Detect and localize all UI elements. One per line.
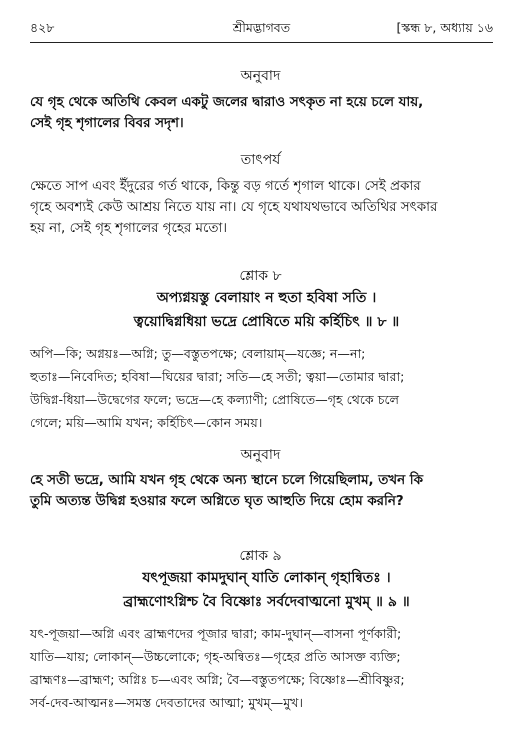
chapter-reference: [স্কন্ধ ৮, অধ্যায় ১৬ bbox=[396, 20, 493, 35]
verse-9-heading: শ্লোক ৯ bbox=[239, 548, 282, 564]
verse-8-text: অপ্যগ্নয়স্তু বেলায়াং ন হুতা হবিষা সতি । ত্বয়োদ্বিগ্নধিয়া ভদ্রে প্রোষিতে ময়ি কর্হিচিৎ ॥ ৮ ॥ bbox=[133, 290, 400, 330]
verse-9-synonyms: যৎ-পূজয়া—অগ্নি এবং ব্রাহ্মণদের পূজার দ্বারা; কাম-দুঘান্—বাসনা পূর্ণকারী; যাতি—যায়; লোকান্—উচ্চলোকে; গৃহ-অন্বিতঃ—গৃহের প্রতি আসক্ত ব্যক্তি; ব্রাহ্মণঃ—ব্রাহ্মণ; অগ্নিঃ চ—এবং অগ্নি; বৈ—বস্তুতপক্ষে; বিষ্ণোঃ—শ্রীবিষ্ণুর; সর্ব-দেব-আত্মনঃ—সমস্ত দেবতাদের আত্মা; মুখম্—মুখ। bbox=[30, 626, 405, 710]
page-number: ৪২৮ bbox=[30, 20, 55, 35]
verse-8-heading: শ্লোক ৮ bbox=[239, 268, 282, 284]
verse-9-text: যৎপূজয়া কামদুঘান্ যাতি লোকান্ গৃহান্বিতঃ । ব্রাহ্মণোঽগ্নিশ্চ বৈ বিষ্ণোঃ সর্বদেবাত্মনো মুখম্ ॥ ৯ ॥ bbox=[123, 570, 410, 610]
translation-heading-2: অনুবাদ bbox=[240, 447, 281, 463]
book-title: শ্রীমদ্ভাগবত bbox=[232, 20, 291, 35]
translation-text-2: হে সতী ভদ্রে, আমি যখন গৃহ থেকে অন্য স্থানে চলে গিয়েছিলাম, তখন কি তুমি অত্যন্ত উদ্বিগ্ন হওয়ার ফলে অগ্নিতে ঘৃত আহুতি দিয়ে হোম করনি? bbox=[30, 473, 423, 509]
purport-text: ক্ষেতে সাপ এবং ইঁদুরের গর্ত থাকে, কিন্তু বড় গর্তে শৃগাল থাকে। সেই প্রকার গৃহে অবশ্যই কেউ আশ্রয় নিতে যায় না। যে গৃহে যথাযথভাবে অতিথির সৎকার হয় না, সেই গৃহ শৃগালের গৃহের মতো। bbox=[30, 179, 438, 236]
verse-8-synonyms: অপি—কি; অগ্নয়ঃ—অগ্নি; তু—বস্তুতপক্ষে; বেলায়াম্—যজ্ঞে; ন—না; হুতাঃ—নিবেদিত; হবিষা—ঘিয়ের দ্বারা; সতি—হে সতী; ত্বয়া—তোমার দ্বারা; উদ্বিগ্ন-ধিয়া—উদ্বেগের ফলে; ভদ্রে—হে কল্যাণী; প্রোষিতে—গৃহ থেকে চলে গেলে; ময়ি—আমি যখন; কর্হিচিৎ—কোন সময়। bbox=[30, 346, 405, 430]
page-header bbox=[30, 20, 493, 40]
purport-heading: তাৎপর্য bbox=[240, 152, 281, 168]
translation-heading-1: অনুবাদ bbox=[240, 68, 281, 84]
translation-text-1: যে গৃহ থেকে অতিথি কেবল একটু জলের দ্বারাও সৎকৃত না হয়ে চলে যায়, সেই গৃহ শৃগালের বিবর সদৃশ। bbox=[30, 95, 424, 131]
header-rule bbox=[30, 42, 493, 43]
